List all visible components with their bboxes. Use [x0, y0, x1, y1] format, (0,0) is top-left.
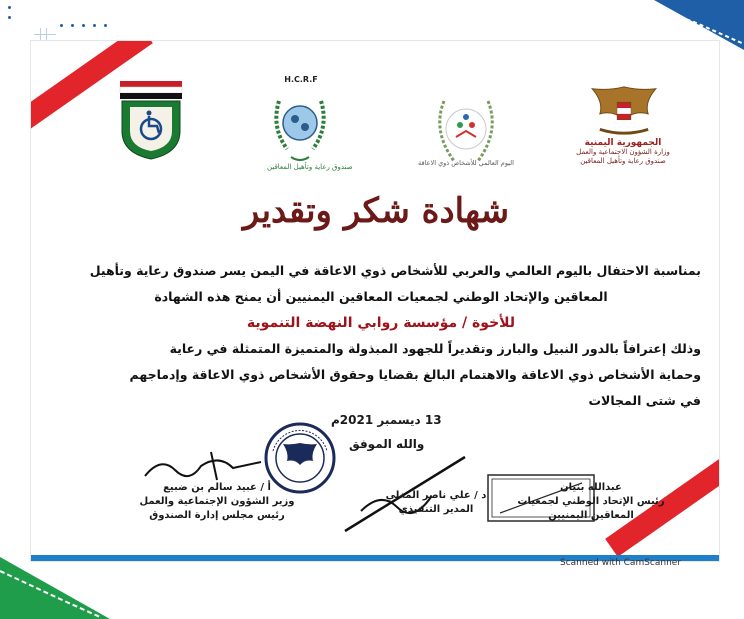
- signer-right: [501, 481, 681, 523]
- body-line-5: في شتى المجالات: [588, 393, 701, 408]
- hcrf-caption: صندوق رعاية وتأهيل المعاقين: [267, 163, 353, 171]
- certificate: [30, 40, 720, 562]
- signer-middle-title: المدير التنفيذي: [398, 504, 474, 515]
- body-line-2: المعاقين والإتحاد الوطني لجمعيات المعاقين اليمنيين أن يمنح هذه الشهادة: [154, 289, 608, 304]
- signer-left-title-2: رئيس مجلس إدارة الصندوق: [149, 510, 285, 521]
- body-line-3: وذلك إعترافاً بالدور النبيل والبارز وتقديراً للجهود المبذولة والمتميزة المتمثلة في رعاية: [169, 341, 701, 356]
- signer-left-title-1: وزير الشؤون الإجتماعية والعمل: [139, 496, 295, 507]
- camscanner-watermark: Scanned with CamScanner: [560, 558, 682, 568]
- signer-right-name: عبدالله بنيان: [560, 482, 622, 493]
- world-day-caption: اليوم العالمي للأشخاص ذوي الاعاقة: [418, 159, 514, 167]
- disability-union-logo: [116, 81, 186, 161]
- ministry-line-2: صندوق رعاية وتأهيل المعاقين: [580, 157, 666, 165]
- recipient-name: للأخوة / مؤسسة روابي النهضة التنموية: [246, 315, 516, 331]
- signer-right-title-1: رئيس الإتحاد الوطني لجمعيات: [517, 496, 665, 507]
- hcrf-logo: [267, 81, 353, 171]
- body-line-4: وحماية الأشخاص ذوي الاعاقة والاهتمام البالغ بقضايا وحقوق الأشخاص ذوي الاعاقة وإدماجهم: [129, 367, 701, 382]
- republic-title: الجمهورية اليمنية: [584, 138, 662, 148]
- signer-left-name: أ / عبيد سالم بن ضبيع: [163, 482, 271, 493]
- body-line-1: بمناسبة الاحتفال باليوم العالمي والعربي للأشخاص ذوي الاعاقة في اليمن يسر صندوق رعاية وتأهيل: [89, 263, 701, 278]
- yemen-eagle-emblem: [579, 81, 669, 139]
- certificate-title: شهادة شكر وتقدير: [242, 191, 510, 231]
- signature-left: [141, 446, 271, 486]
- dots-row-decoration: [60, 24, 110, 28]
- closing-phrase: والله الموفق: [349, 437, 425, 451]
- issue-date: 13 ديسمبر 2021م: [331, 413, 442, 427]
- signer-left: [127, 481, 307, 523]
- hcrf-label: H.C.R.F: [284, 75, 318, 84]
- corner-dots-decoration: [6, 4, 16, 22]
- signer-middle-name: د / علي ناصر المغلي: [385, 490, 487, 501]
- ministry-header: [567, 139, 679, 166]
- ministry-line-1: وزارة الشؤون الاجتماعية والعمل: [576, 148, 670, 156]
- stripe-decoration-bottom-left: [0, 557, 110, 619]
- signer-middle: [381, 489, 491, 517]
- signer-right-title-2: المعاقين اليمنيين: [548, 510, 634, 521]
